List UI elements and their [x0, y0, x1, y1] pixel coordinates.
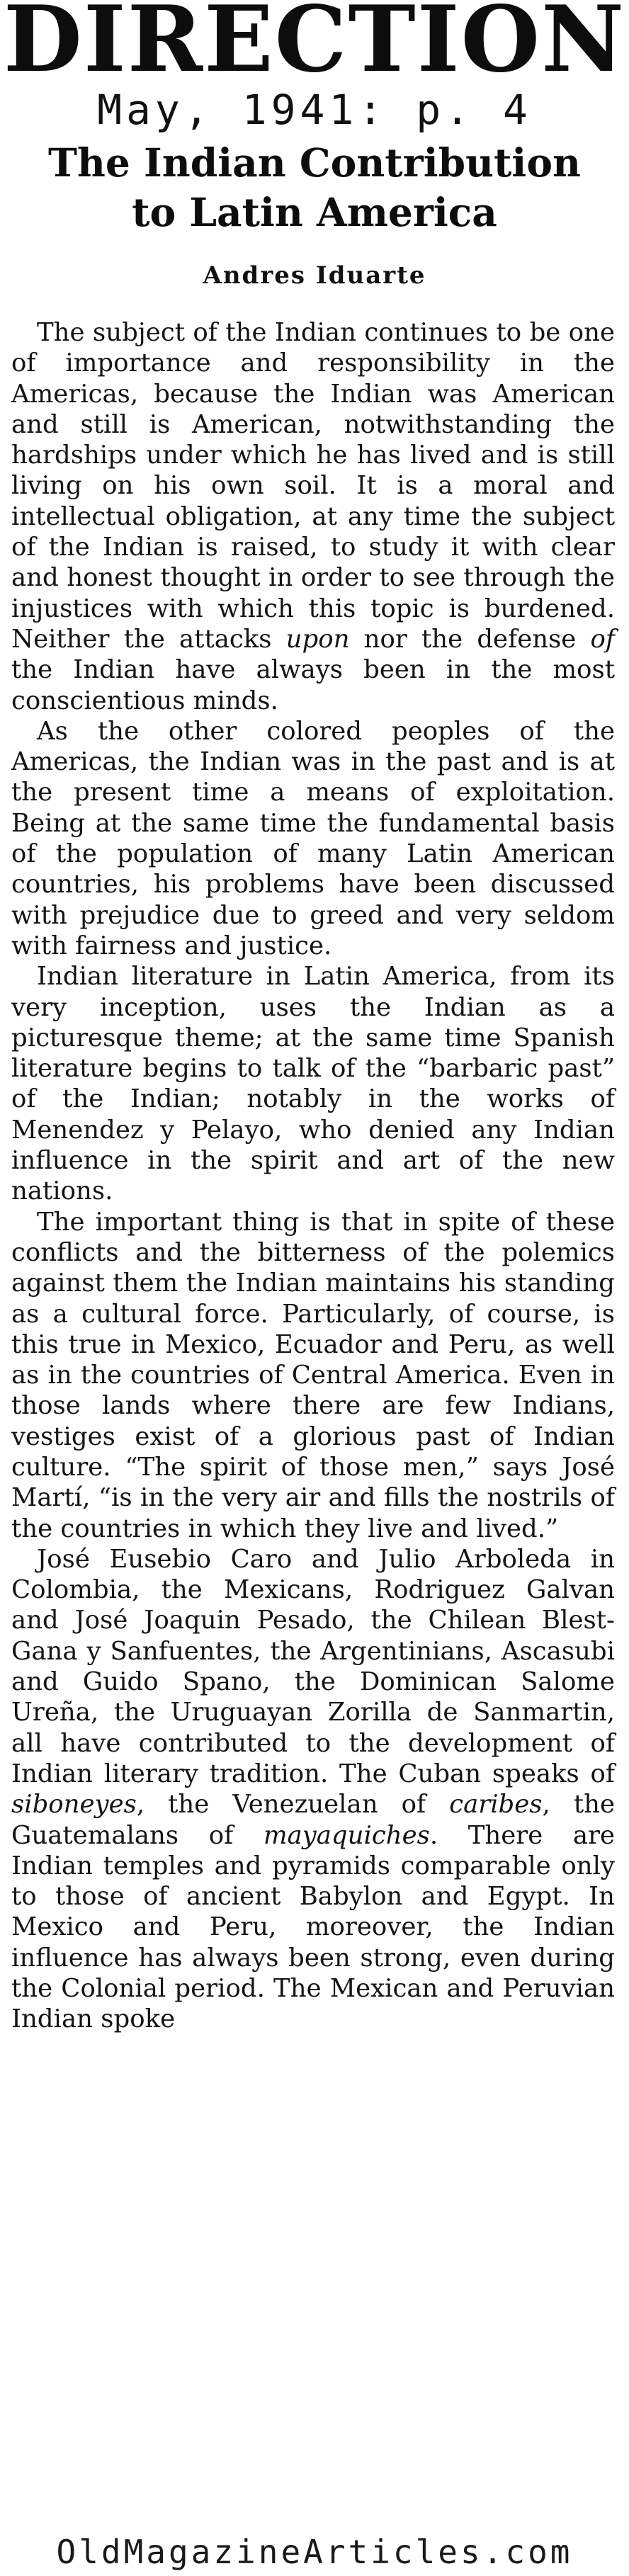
article-title-line-2: to Latin America [132, 189, 497, 235]
italic-term: siboneyes [11, 1790, 137, 1820]
paragraph-text: Indian literature in Latin America, from its very inception, uses the Indian as a picturesque theme; at the same time Spanish literature begins to talk of the “barbaric past” of the Indian; notably in the works of Menendez y Pelayo, who denied any Indian influence in the spirit and art of the new nations. [11, 962, 615, 1206]
paragraph-text: As the other colored peoples of the Americas, the Indian was in the past and is at the present time a means of exploitation. Being at the same time the fundamental basis of the population of many Latin American countries, his problems have been discussed with prejudice due to greed and very seldom with fairness and justice. [11, 716, 615, 960]
paragraph-text: , the Venezuelan of [136, 1790, 450, 1820]
article-title [0, 138, 629, 237]
paragraph-text: , the Guatemalans of [11, 1790, 615, 1850]
italic-term: mayaquiches [263, 1820, 430, 1850]
article-paragraph [11, 317, 615, 716]
italic-term: caribes [449, 1790, 543, 1820]
italic-term: upon [285, 624, 350, 654]
article-paragraph [11, 961, 615, 1206]
paragraph-text: The subject of the Indian continues to be one of importance and responsibility in the Americas, because the Indian was American and still is American, notwithstanding the hardships under which he has lived and is still living on his own soil. It is a moral and intellectual obligation, at any time the subject of the Indian is raised, to study it with clear and honest thought in order to see through the injustices with which this topic is burdened. Neither the attacks [11, 318, 615, 654]
paragraph-text: the Indian have always been in the most conscientious minds. [11, 655, 615, 715]
publication-masthead: DIRECTION [3, 0, 626, 93]
paragraph-text: José Eusebio Caro and Julio Arboleda in Colombia, the Mexicans, Rodriguez Galvan and José Joaquin Pesado, the Chilean Blest-Gana y Sanfuentes, the Argentinians, Ascasubi and Guido Spano, the Dominican Salome Ureña, the Uruguayan Zorilla de Sanmartin, all have contributed to the development of Indian literary tradition. The Cuban speaks of [11, 1544, 615, 1788]
paragraph-text: . There are Indian temples and pyramids comparable only to those of ancient Babylon and Egypt. In Mexico and Peru, moreover, the Indian influence has always been strong, even during the Colonial period. The Mexican and Peruvian Indian spoke [11, 1820, 616, 2034]
article-title-line-1: The Indian Contribution [47, 140, 582, 186]
article-paragraph [11, 716, 615, 961]
italic-term: of [590, 624, 615, 654]
article-paragraph [11, 1544, 615, 2035]
article-paragraph [11, 1207, 615, 1544]
source-footer: OldMagazineArticles.com [56, 2533, 573, 2571]
paragraph-text: nor the defense [349, 624, 591, 654]
article-body [11, 317, 615, 2035]
author-byline: Andres Iduarte [203, 261, 426, 290]
issue-date-line: May, 1941: p. 4 [97, 86, 532, 134]
paragraph-text: The important thing is that in spite of these conflicts and the bitterness of the polemics against them the Indian maintains his standing as a cultural force. Particularly, of course, is this true in Mexico, Ecuador and Peru, as well as in the countries of Central America. Even in those lands where there are few Indians, vestiges exist of a glorious past of Indian culture. “The spirit of those men,” says José Martí, “is in the very air and fills the nostrils of the countries in which they live and lived.” [11, 1207, 615, 1543]
